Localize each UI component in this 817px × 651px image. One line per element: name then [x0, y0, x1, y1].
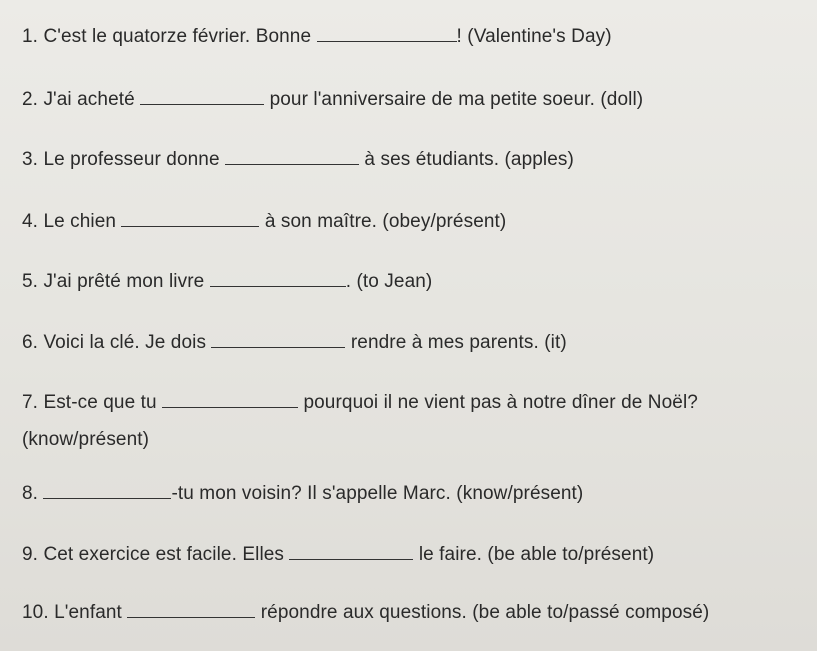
exercise-text-before: Voici la clé. Je dois [43, 332, 207, 353]
answer-blank[interactable] [225, 149, 359, 165]
exercise-text-before: Le chien [43, 211, 117, 232]
answer-blank[interactable] [317, 26, 457, 42]
exercise-7-continuation [22, 428, 149, 452]
exercise-4 [22, 210, 506, 234]
exercise-number: 1. [22, 26, 39, 47]
exercise-9 [22, 543, 654, 567]
exercise-text-before: Cet exercice est facile. Elles [43, 544, 285, 565]
exercise-number: 3. [22, 149, 39, 170]
answer-blank[interactable] [162, 392, 298, 408]
exercise-text-after: pour l'anniversaire de ma petite soeur. (doll) [269, 89, 644, 110]
exercise-text-before: Le professeur donne [43, 149, 220, 170]
exercise-8 [22, 482, 583, 506]
exercise-number: 10. [22, 602, 49, 623]
exercise-text-before: C'est le quatorze février. Bonne [43, 26, 312, 47]
exercise-text-after: -tu mon voisin? Il s'appelle Marc. (know/présent) [171, 483, 584, 504]
answer-blank[interactable] [121, 211, 259, 227]
exercise-text-after: . (to Jean) [345, 271, 433, 292]
answer-blank[interactable] [210, 271, 346, 287]
exercise-number: 6. [22, 332, 39, 353]
answer-blank[interactable] [43, 483, 171, 499]
answer-blank[interactable] [140, 89, 264, 105]
exercise-number: 9. [22, 544, 39, 565]
exercise-text-after: rendre à mes parents. (it) [350, 332, 567, 353]
exercise-text-before: J'ai acheté [43, 89, 135, 110]
answer-blank[interactable] [289, 544, 413, 560]
exercise-1 [22, 25, 612, 49]
exercise-6 [22, 331, 567, 355]
exercise-text-after: à ses étudiants. (apples) [364, 149, 574, 170]
exercise-2 [22, 88, 643, 112]
exercise-5 [22, 270, 432, 294]
exercise-text-before: Est-ce que tu [43, 392, 157, 413]
exercise-number: 5. [22, 271, 39, 292]
exercise-text-after: répondre aux questions. (be able to/passé composé) [260, 602, 710, 623]
exercise-number: 4. [22, 211, 39, 232]
exercise-text-before: L'enfant [54, 602, 122, 623]
exercise-text-after: à son maître. (obey/présent) [264, 211, 507, 232]
exercise-number: 7. [22, 392, 39, 413]
exercise-3 [22, 148, 574, 172]
exercise-text-after: pourquoi il ne vient pas à notre dîner de Noël? [303, 392, 698, 413]
exercise-hint: (know/présent) [22, 429, 150, 450]
exercise-text-before: J'ai prêté mon livre [43, 271, 205, 292]
exercise-text-after: ! (Valentine's Day) [456, 26, 612, 47]
exercise-number: 8. [22, 483, 39, 504]
answer-blank[interactable] [211, 332, 345, 348]
exercise-7 [22, 391, 698, 415]
answer-blank[interactable] [127, 602, 255, 618]
exercise-number: 2. [22, 89, 39, 110]
exercise-text-after: le faire. (be able to/présent) [418, 544, 655, 565]
exercise-10 [22, 601, 709, 625]
